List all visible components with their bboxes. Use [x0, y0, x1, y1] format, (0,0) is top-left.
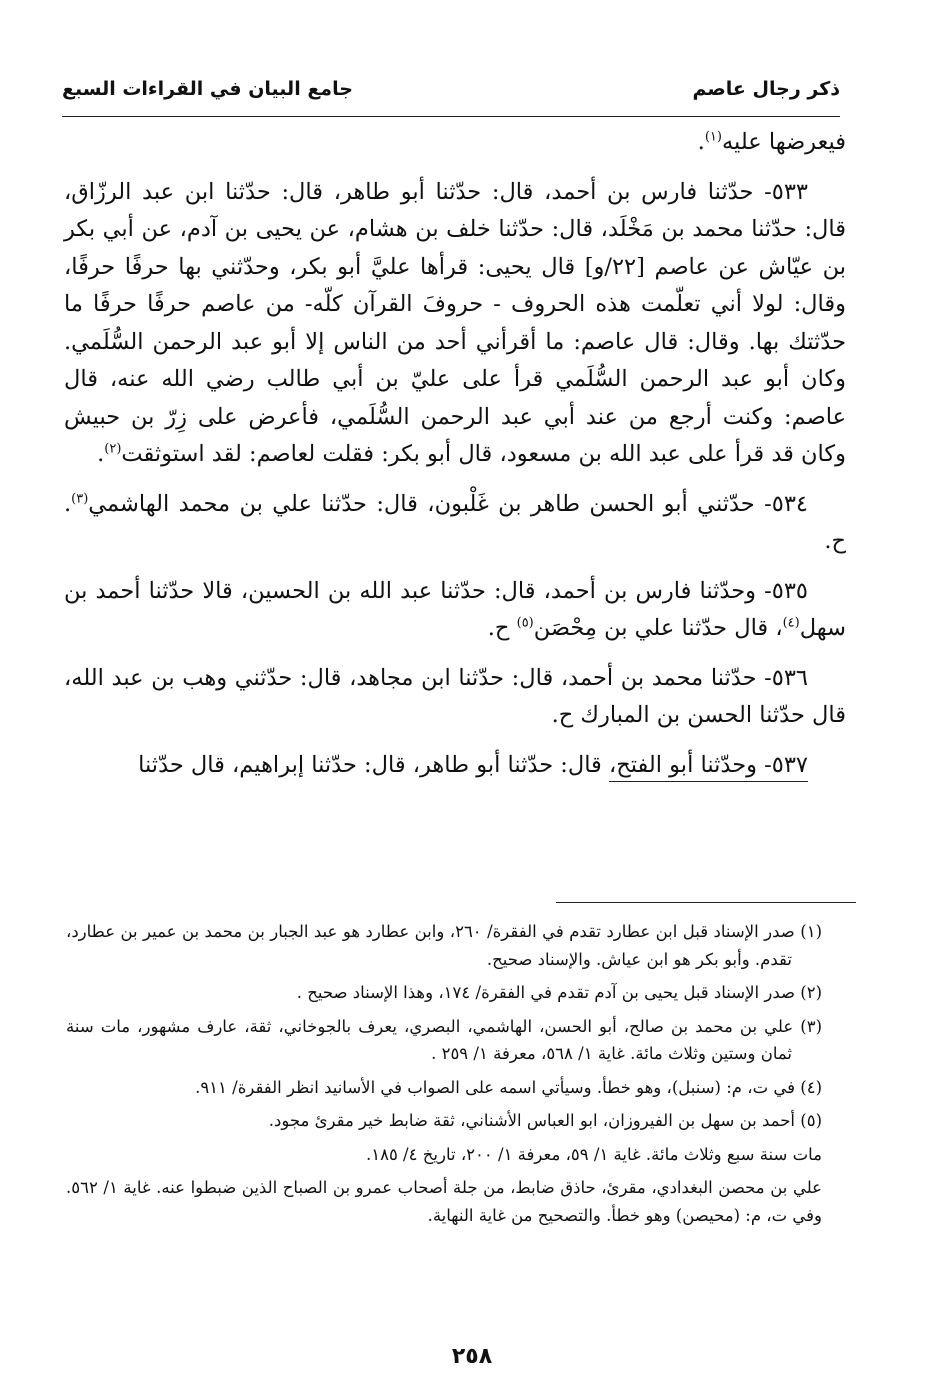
footnote-text: علي بن محمد بن صالح، أبو الحسن، الهاشمي، البصري، يعرف بالجوخاني، ثقة، عارف مشهور، مات سنة ثمان وستين وثلاث مائة. غاية ١/ ٥٦٨، معرفة ١/ ٢٥٩ .: [66, 1016, 794, 1063]
paragraph-text: فيعرضها عليه: [721, 129, 846, 155]
paragraph-text: ٥٣٥- وحدّثنا فارس بن أحمد، قال: حدّثنا عبد الله بن الحسين، قالا حدّثنا أحمد بن سهل: [64, 577, 846, 641]
footnote-number: (٣): [800, 1016, 822, 1036]
footnote-text: في ت، م: (سنبل)، وهو خطأ. وسيأتي اسمه على الصواب في الأسانيد انظر الفقرة/ ٩١١.: [195, 1077, 795, 1097]
body-text: [64, 124, 846, 796]
footnote-continuation: علي بن محصن البغدادي، مقرئ، حاذق ضابط، من جلة أصحاب عمرو بن الصباح الذين ضبطوا عنه. غاية ١/ ٥٦٢. وفي ت، م: (محيصن) وهو خطأ. والتصحيح من غاية النهاية.: [66, 1178, 823, 1225]
footnote-continuation: مات سنة سبع وثلاث مائة. غاية ١/ ٥٩، معرفة ١/ ٢٠٠، تاريخ ٤/ ١٨٥.: [365, 1144, 822, 1164]
footnote-2: [66, 979, 822, 1007]
footnote-text: صدر الإسناد قبل يحيى بن آدم تقدم في الفقرة/ ١٧٤، وهذا الإسناد صحيح .: [296, 983, 795, 1002]
paragraph-tail: ح.: [487, 615, 517, 641]
footnote-1: [66, 918, 822, 973]
underlined-text: ٥٣٧- وحدّثنا أبو الفتح،: [609, 752, 808, 782]
footnote-ref-5: (٥): [516, 615, 534, 631]
footnote-ref-2: (٢): [104, 441, 122, 457]
footnote-text: أحمد بن سهل بن الفيروزان، ابو العباس الأشناني، ثقة ضابط خير مقرئ مجود.: [268, 1111, 795, 1130]
footnote-ref-4: (٤): [782, 615, 800, 631]
running-header: [62, 76, 840, 110]
paragraph-text: ٥٣٦- حدّثنا محمد بن أحمد، قال: حدّثنا ابن مجاهد، قال: حدّثني وهب بن عبد الله، قال حدّثنا الحسن بن المبارك ح.: [64, 664, 846, 728]
chapter-title: ذكر رجال عاصم: [692, 78, 840, 100]
paragraph-text: قال: حدّثنا أبو طاهر، قال: حدّثنا إبراهيم، قال حدّثنا: [138, 751, 609, 778]
paragraph-537: [64, 747, 846, 785]
footnote-rule: [556, 902, 856, 903]
footnote-number: (١): [800, 922, 822, 941]
footnote-4: [66, 1074, 822, 1102]
paragraph-text: ٥٣٤- حدّثني أبو الحسن طاهر بن غَلْبون، قال: حدّثنا علي بن محمد الهاشمي: [88, 490, 808, 517]
footnote-number: (٤): [800, 1077, 822, 1097]
footnote-ref-3: (٣): [71, 491, 89, 506]
footnote-5: [66, 1107, 822, 1135]
header-rule: [62, 116, 840, 117]
paragraph-536: [64, 660, 846, 735]
footnotes: [66, 918, 822, 1235]
paragraph-tail: .: [97, 441, 105, 467]
footnote-3: [66, 1013, 822, 1068]
paragraph-tail: . ح.: [64, 490, 846, 554]
paragraph-534: [64, 486, 846, 561]
paragraph-text: ٥٣٣- حدّثنا فارس بن أحمد، قال: حدّثنا أبو طاهر، قال: حدّثنا ابن عبد الرزّاق، قال: حدّثنا محمد بن مَخْلَد، قال: حدّثنا خلف بن هشام، عن يحيى بن آدم، عن أبي بكر بن عيّاش عن عاصم [٢٢/و] قال يحيى: قرأها عليَّ أبو بكر، وحدّثني بها حرفًا حرفًا، وقال: لولا أني تعلّمت هذه الحروف - حروفَ القرآن كلّه- من عاصم حرفًا حرفًا ما حدّثتك بها. وقال: قال عاصم: ما أقرأني أحد من الناس إلا أبو عبد الرحمن السُّلَمي. وكان أبو عبد الرحمن السُّلَمي قرأ على عليّ بن أبي طالب رضي الله عنه، قال عاصم: وكنت أرجع من عند أبي عبد الرحمن السُّلَمي، فأعرض على زِرّ بن حبيش وكان قد قرأ على عبد الله بن مسعود، قال أبو بكر: فقلت لعاصم: لقد استوثقت: [64, 178, 846, 467]
footnote-number: (٢): [800, 983, 822, 1002]
paragraph-continuation: [64, 124, 846, 162]
paragraph-535: [64, 573, 846, 648]
paragraph-533: [64, 174, 846, 474]
footnote-text: صدر الإسناد قبل ابن عطارد تقدم في الفقرة/ ٢٦٠، وابن عطارد هو عبد الجبار بن محمد بن عمير بن عطارد، تقدم. وأبو بكر هو ابن عياش. والإسناد صحيح.: [66, 922, 795, 969]
footnote-ref-1: (١): [704, 129, 722, 145]
paragraph-tail: .: [697, 129, 705, 155]
page-number: ٢٥٨: [451, 1344, 493, 1369]
footnote-number: (٥): [800, 1111, 822, 1130]
paragraph-text-mid: ، قال حدّثنا علي بن مِحْصَن: [533, 615, 783, 641]
book-title: جامع البيان في القراءات السبع: [62, 78, 353, 100]
